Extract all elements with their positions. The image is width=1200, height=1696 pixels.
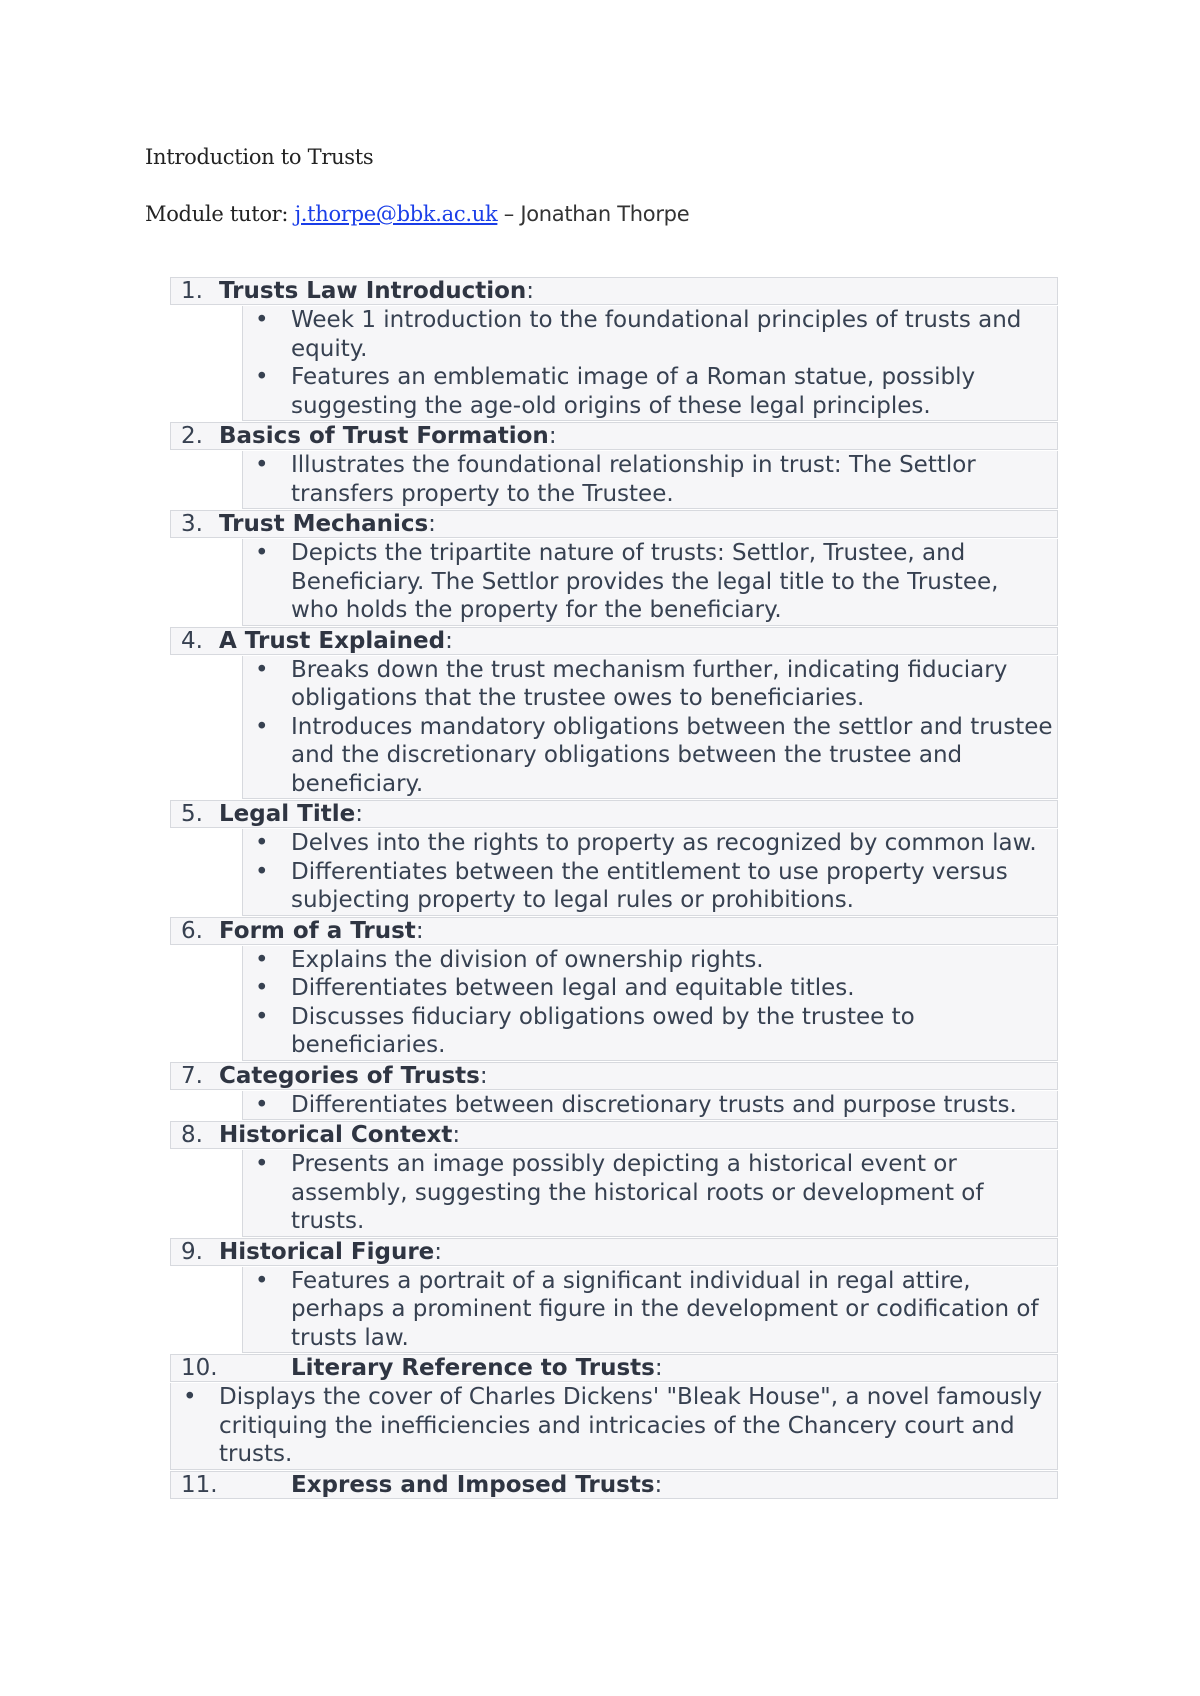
bullet-icon: • <box>255 364 269 390</box>
list-item-text: Breaks down the trust mechanism further, indicating fiduciary obligations that the trustee owes to beneficiaries. <box>291 656 1008 711</box>
list-item <box>243 306 1053 363</box>
list-item <box>243 713 1053 799</box>
section-title: Form of a Trust: <box>219 917 424 944</box>
list-item-text: Delves into the rights to property as recognized by common law. <box>291 830 1037 856</box>
section-heading-2 <box>170 422 1058 450</box>
list-item-text: Illustrates the foundational relationship in trust: The Settlor transfers property to the Trustee. <box>291 452 976 507</box>
list-item-text: Differentiates between discretionary trusts and purpose trusts. <box>291 1091 1017 1118</box>
bullet-icon: • <box>255 946 269 973</box>
section-title: A Trust Explained: <box>219 627 453 654</box>
list-item-text: Discusses fiduciary obligations owed by the trustee to beneficiaries. <box>291 1003 915 1058</box>
section-number: 6. <box>181 917 203 944</box>
section-heading-11 <box>170 1471 1058 1499</box>
section-details <box>242 539 1058 626</box>
section-number: 8. <box>181 1122 203 1148</box>
section-title: Historical Context: <box>219 1122 461 1148</box>
bullet-icon: • <box>183 1384 197 1410</box>
section-title: Categories of Trusts: <box>219 1062 488 1089</box>
section-number: 7. <box>181 1062 203 1089</box>
sections-list <box>170 277 1058 1500</box>
section-number: 1. <box>181 278 203 304</box>
section-number: 9. <box>181 1238 203 1265</box>
section-title: Basics of Trust Formation: <box>219 423 557 449</box>
section-heading-5 <box>170 800 1058 828</box>
section-details <box>242 1091 1058 1121</box>
section-details <box>170 1383 1058 1470</box>
section-title-colon: : <box>548 423 557 449</box>
list-item <box>243 363 1053 420</box>
section-number: 3. <box>181 511 203 537</box>
bullet-icon: • <box>255 1267 269 1294</box>
section-title-colon: : <box>479 1062 488 1089</box>
section-heading-7 <box>170 1062 1058 1090</box>
bullet-icon: • <box>255 540 269 566</box>
section-details <box>242 829 1058 916</box>
bullet-icon: • <box>255 858 269 885</box>
section-number: 11. <box>181 1471 218 1498</box>
bullet-icon: • <box>255 830 269 856</box>
bullet-icon: • <box>255 1151 269 1177</box>
section-heading-1 <box>170 277 1058 305</box>
list-item <box>243 1091 1053 1120</box>
section-details <box>242 1267 1058 1354</box>
section-title-colon: : <box>415 917 424 944</box>
list-item-text: Explains the division of ownership rights. <box>291 946 764 973</box>
bullet-icon: • <box>255 1091 269 1118</box>
section-heading-4 <box>170 627 1058 655</box>
list-item-text: Week 1 introduction to the foundational principles of trusts and equity. <box>291 307 1022 362</box>
list-item <box>243 1003 1053 1060</box>
section-title: Legal Title: <box>219 801 363 827</box>
bullet-icon: • <box>255 656 269 683</box>
section-title-colon: : <box>526 278 535 304</box>
section-details <box>242 451 1058 509</box>
section-heading-6 <box>170 917 1058 945</box>
list-item <box>243 974 1053 1003</box>
tutor-label: Module tutor: <box>145 202 295 226</box>
bullet-icon: • <box>255 452 269 478</box>
list-item <box>243 656 1053 713</box>
list-item-text: Features a portrait of a significant individual in regal attire, perhaps a prominent figure in the development or codification of trusts law. <box>291 1267 1039 1351</box>
list-item-text: Introduces mandatory obligations between the settlor and trustee and the discretionary obligations between the trustee and beneficiary. <box>291 713 1053 797</box>
list-item <box>171 1383 1053 1469</box>
document-title: Introduction to Trusts <box>145 145 374 169</box>
list-item <box>243 858 1053 915</box>
list-item-text: Features an emblematic image of a Roman statue, possibly suggesting the age-old origins of these legal principles. <box>291 364 976 419</box>
section-heading-3 <box>170 510 1058 538</box>
section-title-colon: : <box>355 801 363 827</box>
section-title-colon: : <box>428 511 436 537</box>
bullet-icon: • <box>255 307 269 333</box>
section-details <box>242 656 1058 800</box>
section-heading-10 <box>170 1354 1058 1382</box>
section-title-colon: : <box>445 627 453 654</box>
section-heading-9 <box>170 1238 1058 1266</box>
section-title: Trust Mechanics: <box>219 511 436 537</box>
section-title: Literary Reference to Trusts: <box>291 1355 663 1381</box>
list-item <box>243 451 1053 508</box>
section-number: 4. <box>181 627 203 654</box>
tutor-email-link[interactable]: j.thorpe@bbk.ac.uk <box>294 202 498 226</box>
bullet-icon: • <box>255 713 269 740</box>
tutor-name: – Jonathan Thorpe <box>497 202 690 226</box>
section-details <box>242 1150 1058 1237</box>
section-title: Trusts Law Introduction: <box>219 278 535 304</box>
list-item <box>243 829 1053 858</box>
section-title-colon: : <box>434 1238 443 1265</box>
list-item <box>243 539 1053 625</box>
list-item-text: Displays the cover of Charles Dickens' "Bleak House", a novel famously critiquing the inefficiencies and intricacies of the Chancery court and trusts. <box>219 1384 1043 1467</box>
list-item <box>243 946 1053 975</box>
section-heading-8 <box>170 1121 1058 1149</box>
section-title: Historical Figure: <box>219 1238 443 1265</box>
module-tutor-line <box>145 202 689 226</box>
list-item-text: Differentiates between legal and equitable titles. <box>291 975 855 1001</box>
section-number: 2. <box>181 423 203 449</box>
section-title-colon: : <box>654 1355 663 1381</box>
bullet-icon: • <box>255 1003 269 1030</box>
section-title-colon: : <box>452 1122 461 1148</box>
list-item <box>243 1267 1053 1353</box>
section-number: 10. <box>181 1355 218 1381</box>
section-title-colon: : <box>654 1471 663 1498</box>
section-details <box>242 946 1058 1061</box>
list-item-text: Differentiates between the entitlement to use property versus subjecting property to legal rules or prohibitions. <box>291 858 1008 913</box>
list-item-text: Presents an image possibly depicting a historical event or assembly, suggesting the historical roots or development of trusts. <box>291 1151 984 1234</box>
list-item <box>243 1150 1053 1236</box>
section-details <box>242 306 1058 421</box>
bullet-icon: • <box>255 975 269 1001</box>
section-title: Express and Imposed Trusts: <box>291 1471 663 1498</box>
section-number: 5. <box>181 801 203 827</box>
list-item-text: Depicts the tripartite nature of trusts: Settlor, Trustee, and Beneficiary. The Settlor provides the legal title to the Trustee, who holds the property for the beneficiary. <box>291 540 999 623</box>
